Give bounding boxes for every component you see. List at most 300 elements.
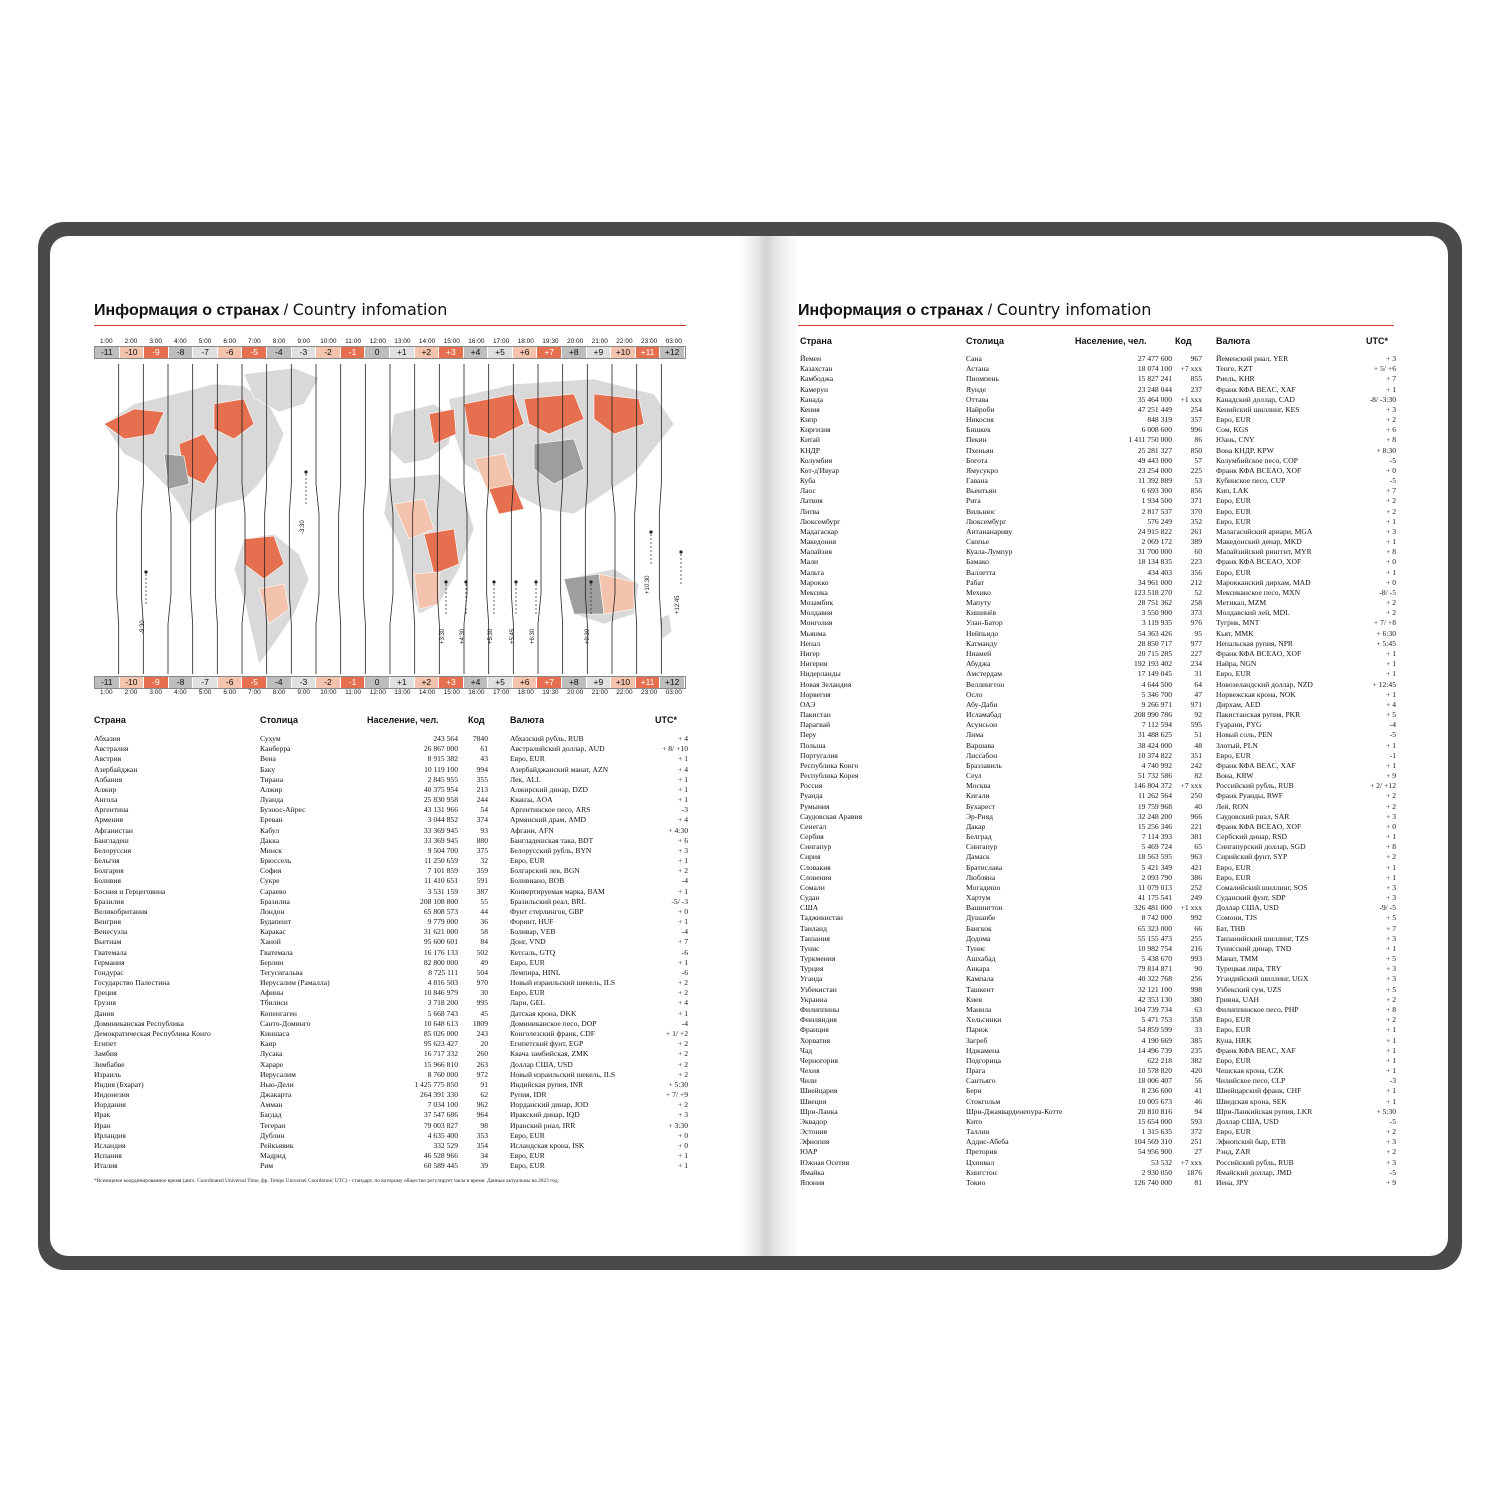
country-cell: Франция	[800, 1025, 829, 1035]
currency-cell: Евро, EUR	[1216, 1015, 1251, 1025]
country-cell: Демократическая Республика Конго	[94, 1028, 211, 1038]
capital-cell: Найроби	[966, 404, 995, 414]
currency-cell: Франк КФА BEAC, XAF	[1216, 384, 1296, 394]
table-row	[800, 985, 1396, 995]
utc-cell: + 2	[1386, 1015, 1396, 1025]
code-cell: 260	[476, 1049, 488, 1059]
currency-cell: Лек, ALL	[510, 774, 541, 784]
code-cell: 967	[1190, 354, 1202, 363]
population-cell: 208 990 786	[1134, 710, 1172, 720]
population-cell: 8 236 600	[1141, 1086, 1172, 1096]
header-population-right: Население, чел.	[1075, 336, 1147, 346]
utc-cell: + 1	[1386, 689, 1396, 699]
capital-cell: Богота	[966, 455, 988, 465]
tz-offset-cell: +10	[611, 677, 636, 688]
capital-cell: Гватемала	[260, 947, 293, 957]
code-cell: 62	[480, 1090, 488, 1100]
currency-cell: Риель, KHR	[1216, 374, 1255, 384]
country-cell: Нидерланды	[800, 669, 841, 679]
code-cell: 49	[480, 957, 488, 967]
tz-offset-cell: -3	[292, 677, 317, 688]
table-row	[94, 998, 688, 1008]
map-location-dot	[304, 470, 307, 473]
code-cell: 43	[480, 754, 488, 764]
population-cell: 7 114 393	[1141, 832, 1172, 842]
utc-cell: + 1	[1386, 384, 1396, 394]
population-cell: 5 668 743	[427, 1008, 458, 1018]
capital-cell: Мадрид	[260, 1151, 286, 1161]
country-cell: Афганистан	[94, 825, 133, 835]
capital-cell: Манила	[966, 1005, 992, 1014]
capital-cell: Вьентьян	[966, 486, 997, 496]
utc-cell: + 7	[1386, 923, 1396, 933]
utc-cell: + 1	[678, 774, 688, 784]
currency-cell: Тунисский динар, TND	[1216, 943, 1292, 953]
population-cell: 79 003 827	[423, 1120, 458, 1130]
code-cell: 33	[1194, 1025, 1202, 1035]
table-row	[94, 988, 688, 998]
population-cell: 25 830 958	[423, 795, 458, 805]
capital-cell: Никосия	[966, 415, 994, 425]
code-cell: 213	[476, 784, 488, 794]
utc-cell: + 6	[678, 835, 688, 845]
table-row	[800, 791, 1396, 801]
country-cell: Австралия	[94, 744, 129, 754]
table-row	[800, 954, 1396, 964]
table-row	[800, 1076, 1396, 1086]
population-cell: 7 112 594	[1141, 720, 1172, 730]
code-cell: 51	[1194, 730, 1202, 740]
code-cell: 66	[1194, 923, 1202, 933]
capital-cell: Кампала	[966, 974, 994, 984]
currency-cell: Лари, GEL	[510, 998, 545, 1008]
tz-offset-cell: -7	[193, 347, 218, 358]
code-cell: 45	[480, 1008, 488, 1018]
country-cell: Португалия	[800, 750, 838, 760]
currency-cell: Иорданский динар, JOD	[510, 1100, 589, 1110]
country-cell: Украина	[800, 994, 828, 1004]
table-row	[800, 700, 1396, 710]
population-cell: 10 005 673	[1137, 1096, 1172, 1106]
header-currency-left: Валюта	[510, 715, 545, 725]
currency-cell: Фунт стерлингов, GBP	[510, 906, 584, 916]
capital-cell: Цхинвал	[966, 1157, 995, 1167]
utc-cell: + 4	[678, 764, 688, 774]
code-cell: 251	[1190, 1137, 1202, 1147]
country-cell: Аргентина	[94, 805, 129, 815]
utc-cell: + 5	[1386, 710, 1396, 720]
currency-cell: Турецкая лира, TRY	[1216, 964, 1282, 974]
population-cell: 24 915 822	[1137, 526, 1172, 536]
utc-cell: + 1	[678, 957, 688, 967]
currency-cell: Евро, EUR	[510, 1151, 545, 1161]
capital-cell: Дублин	[260, 1130, 285, 1140]
table-row	[800, 761, 1396, 771]
population-cell: 3 531 159	[427, 886, 458, 896]
code-cell: 971	[1190, 699, 1202, 709]
country-cell: Саудовская Аравия	[800, 811, 863, 821]
table-row	[800, 1168, 1396, 1178]
tz-hour-label: 1:00	[100, 689, 113, 696]
utc-cell: + 8	[1386, 435, 1396, 445]
code-cell: 249	[1190, 893, 1202, 903]
currency-cell: Евро, EUR	[1216, 567, 1251, 577]
table-row	[800, 720, 1396, 730]
tz-hour-label: 14:00	[418, 689, 436, 696]
tz-hour-label: 15:00	[443, 689, 460, 696]
utc-cell: -4	[681, 927, 688, 937]
country-cell: Новая Зеландия	[800, 679, 852, 689]
currency-cell: Молдавский лей, MDL	[1216, 608, 1290, 618]
header-code-left: Код	[468, 715, 485, 725]
tz-hour-label: 20:00	[566, 338, 584, 345]
population-cell: 9 266 971	[1141, 699, 1172, 709]
table-row	[800, 547, 1396, 557]
population-cell: 9 504 700	[427, 845, 458, 855]
capital-cell: Катманду	[966, 638, 998, 648]
utc-cell: + 1	[1386, 659, 1396, 669]
population-cell: 42 353 130	[1137, 994, 1172, 1004]
capital-cell: Копенгаген	[260, 1008, 297, 1018]
population-cell: 4 190 669	[1141, 1035, 1172, 1045]
capital-cell: Бразилиа	[260, 896, 290, 906]
country-cell: Мали	[800, 557, 819, 567]
capital-cell: Бишкек	[966, 425, 991, 435]
capital-cell: Сеул	[966, 771, 982, 781]
country-cell: Казахстан	[800, 364, 833, 374]
table-row	[800, 1025, 1396, 1035]
currency-cell: Евро, EUR	[1216, 1025, 1251, 1035]
utc-cell: -3	[1389, 1076, 1396, 1086]
utc-cell: + 8	[1386, 842, 1396, 852]
currency-cell: Евро, EUR	[1216, 872, 1251, 882]
tz-hour-label: 21:00	[591, 338, 608, 345]
currency-cell: Юань, CNY	[1216, 435, 1255, 445]
tz-offset-cell: -5	[242, 347, 267, 358]
country-cell: Норвегия	[800, 689, 831, 699]
tz-hour-label: 8:00	[272, 338, 286, 345]
country-cell: Италия	[94, 1161, 118, 1171]
table-row	[800, 659, 1396, 669]
capital-cell: Мехико	[966, 587, 991, 597]
tz-offset-cell: -8	[169, 347, 194, 358]
currency-cell: Кьят, MMK	[1216, 628, 1254, 638]
utc-cell: -6	[681, 967, 688, 977]
currency-cell: Вона, KRW	[1216, 771, 1254, 781]
country-cell: Словения	[800, 872, 832, 882]
utc-cell: + 3	[1386, 964, 1396, 974]
country-cell: Исландия	[94, 1140, 126, 1150]
utc-cell: + 1	[678, 917, 688, 927]
capital-cell: Киев	[966, 994, 983, 1004]
country-cell: Кот-д'Ивуар	[800, 465, 840, 475]
capital-cell: Тегеран	[260, 1120, 286, 1130]
table-row	[800, 944, 1396, 954]
utc-cell: -4	[681, 876, 688, 886]
code-cell: 256	[1190, 974, 1202, 984]
country-cell: ОАЭ	[800, 699, 816, 709]
code-cell: 381	[1190, 832, 1202, 842]
country-cell: Сербия	[800, 832, 824, 842]
tz-offset-cell: -4	[267, 677, 292, 688]
code-cell: 34	[480, 1151, 488, 1161]
population-cell: 434 403	[1147, 567, 1172, 577]
tz-hour-label: 03:00	[665, 689, 682, 696]
currency-cell: Форинт, HUF	[510, 917, 554, 927]
table-row	[800, 486, 1396, 496]
table-row	[800, 527, 1396, 537]
country-cell: Греция	[94, 988, 117, 998]
table-row	[94, 775, 688, 785]
code-cell: 992	[1190, 913, 1202, 923]
currency-cell: Чилийское песо, CLP	[1216, 1076, 1286, 1086]
population-cell: 14 496 739	[1137, 1045, 1172, 1055]
code-cell: +7 xxx	[1180, 364, 1202, 374]
tz-offset-cell: 0	[365, 677, 390, 688]
currency-cell: Колумбийское песо, COP	[1216, 455, 1298, 465]
code-cell: 244	[476, 795, 488, 805]
utc-cell: + 2/ +12	[1370, 781, 1396, 791]
utc-cell: + 2	[678, 1039, 688, 1049]
capital-cell: Токио	[966, 1177, 986, 1187]
currency-cell: Йеменский риал, YER	[1216, 354, 1289, 363]
utc-cell: + 1	[1386, 1086, 1396, 1096]
header-capital-left: Столица	[260, 715, 298, 725]
country-cell: Македония	[800, 537, 837, 547]
tz-offset-cell: -10	[120, 677, 145, 688]
currency-cell: Абхазский рубль, RUB	[510, 734, 584, 743]
currency-cell: Тугрик, MNT	[1216, 618, 1260, 628]
utc-cell: + 4	[1386, 699, 1396, 709]
code-cell: 250	[1190, 791, 1202, 801]
capital-cell: Братислава	[966, 862, 1003, 872]
utc-cell: + 3	[1386, 354, 1396, 363]
tz-offset-cell: +10	[611, 347, 636, 358]
tz-hour-label: 8:00	[272, 689, 286, 696]
utc-cell: -5	[1389, 476, 1396, 486]
code-cell: 41	[1194, 1086, 1202, 1096]
utc-cell: + 2	[678, 1059, 688, 1069]
currency-cell: Евро, EUR	[510, 988, 545, 998]
currency-cell: Сербский динар, RSD	[1216, 832, 1288, 842]
tz-hour-label: 12:00	[369, 689, 386, 696]
utc-cell: + 1	[1386, 1066, 1396, 1076]
country-cell: Индия (Бхарат)	[94, 1079, 144, 1089]
currency-cell: Тенге, KZT	[1216, 364, 1253, 374]
tz-offset-cell: -6	[218, 677, 243, 688]
utc-cell: + 2	[1386, 1127, 1396, 1137]
code-cell: 86	[1194, 435, 1202, 445]
population-cell: 9 779 000	[427, 917, 458, 927]
capital-cell: Сухум	[260, 734, 281, 743]
capital-cell: Лусака	[260, 1049, 283, 1059]
code-cell: 1809	[472, 1018, 488, 1028]
population-cell: 1 315 635	[1141, 1127, 1172, 1137]
currency-cell: Евро, EUR	[1216, 1127, 1251, 1137]
currency-cell: Суданский фунт, SDP	[1216, 893, 1286, 903]
code-cell: 93	[480, 825, 488, 835]
utc-cell: + 8	[1386, 1005, 1396, 1014]
utc-cell: + 9	[1386, 1177, 1396, 1187]
utc-cell: + 1	[1386, 1035, 1396, 1045]
map-location-dot	[589, 580, 592, 583]
code-cell: 993	[1190, 954, 1202, 964]
capital-cell: Скопье	[966, 537, 990, 547]
utc-cell: + 3	[678, 845, 688, 855]
population-cell: 31 621 000	[423, 927, 458, 937]
map-location-dot	[444, 580, 447, 583]
utc-cell: -5	[1389, 730, 1396, 740]
table-row	[94, 1039, 688, 1049]
utc-cell: + 1	[678, 886, 688, 896]
capital-cell: София	[260, 866, 282, 876]
utc-cell: -3	[681, 805, 688, 815]
country-cell: Лаос	[800, 486, 816, 496]
population-cell: 10 374 822	[1137, 750, 1172, 760]
utc-cell: + 2	[678, 1069, 688, 1079]
table-row	[94, 856, 688, 866]
currency-cell: Танзанийский шиллинг, TZS	[1216, 933, 1309, 943]
currency-cell: Евро, EUR	[1216, 669, 1251, 679]
capital-cell: Белград	[966, 832, 992, 842]
code-cell: 56	[1194, 1076, 1202, 1086]
table-row	[800, 649, 1396, 659]
table-row	[94, 805, 688, 815]
utc-cell: + 5	[1386, 984, 1396, 994]
table-row	[800, 588, 1396, 598]
code-cell: 855	[1190, 374, 1202, 384]
currency-cell: Непальская рупия, NPR	[1216, 638, 1293, 648]
table-row	[94, 958, 688, 968]
currency-cell: Евро, EUR	[1216, 506, 1251, 516]
utc-cell: + 3	[678, 1110, 688, 1120]
currency-cell: Новый израильский шекель, ILS	[510, 1069, 616, 1079]
capital-cell: Бамако	[966, 557, 989, 567]
population-cell: 95 600 601	[423, 937, 458, 947]
utc-cell: + 5	[1386, 913, 1396, 923]
tz-offset-cell: +2	[415, 677, 440, 688]
currency-cell: Новый израильский шекель, ILS	[510, 978, 616, 988]
capital-cell: Ханой	[260, 937, 281, 947]
country-cell: Мадагаскар	[800, 526, 838, 536]
tz-offset-cell: -3	[292, 347, 317, 358]
code-cell: +1 xxx	[1180, 903, 1202, 913]
code-cell: 223	[1190, 557, 1202, 567]
code-cell: 1876	[1186, 1167, 1202, 1177]
utc-cell: + 0	[1386, 557, 1396, 567]
code-cell: 91	[480, 1079, 488, 1089]
currency-cell: Кип, LAK	[1216, 486, 1249, 496]
tz-hour-label: 1:00	[100, 338, 113, 345]
tz-offset-cell: -9	[144, 347, 169, 358]
capital-cell: Улан-Батор	[966, 618, 1003, 628]
capital-cell: Буэнос-Айрес	[260, 805, 306, 815]
capital-cell: Валлетта	[966, 567, 996, 577]
capital-cell: Алжир	[260, 784, 283, 794]
country-cell: Республика Конго	[800, 760, 859, 770]
code-cell: 593	[1190, 1116, 1202, 1126]
code-cell: 421	[1190, 862, 1202, 872]
utc-cell: + 3	[1386, 974, 1396, 984]
currency-cell: Доллар США, USD	[510, 1059, 573, 1069]
capital-cell: Оттава	[966, 394, 989, 404]
table-row	[800, 1086, 1396, 1096]
utc-cell: + 3	[1386, 1157, 1396, 1167]
utc-cell: + 2	[1386, 852, 1396, 862]
capital-cell: Иерусалим (Рамалла)	[260, 978, 330, 988]
code-cell: 856	[1190, 486, 1202, 496]
table-row	[94, 1121, 688, 1131]
capital-cell: Лима	[966, 730, 984, 740]
table-row	[94, 1049, 688, 1059]
tz-offset-cell: -10	[120, 347, 145, 358]
code-cell: 371	[1190, 496, 1202, 506]
table-row	[800, 1127, 1396, 1137]
country-cell: Россия	[800, 781, 823, 791]
country-cell: Филиппины	[800, 1005, 840, 1014]
country-cell: Люксембург	[800, 516, 841, 526]
table-row	[94, 826, 688, 836]
utc-cell: + 2	[678, 866, 688, 876]
population-cell: 82 800 000	[423, 957, 458, 967]
tz-offset-cell: +5	[488, 677, 513, 688]
currency-cell: Евро, EUR	[1216, 1055, 1251, 1065]
table-row	[800, 741, 1396, 751]
population-cell: 47 251 449	[1137, 404, 1172, 414]
capital-cell: Осло	[966, 689, 983, 699]
utc-cell: + 2	[678, 1100, 688, 1110]
capital-cell: Москва	[966, 781, 991, 791]
tz-offset-cell: +1	[390, 347, 415, 358]
capital-cell: Хартум	[966, 893, 991, 903]
table-row	[94, 978, 688, 988]
capital-cell: Варшава	[966, 740, 995, 750]
country-cell: Узбекистан	[800, 984, 837, 994]
tz-offset-cell: +9	[587, 347, 612, 358]
table-row	[800, 690, 1396, 700]
capital-cell: Брюссель	[260, 856, 292, 866]
code-cell: 44	[480, 906, 488, 916]
currency-cell: Афгани, AFN	[510, 825, 554, 835]
capital-cell: Рим	[260, 1161, 274, 1171]
population-cell: 192 193 402	[1134, 659, 1172, 669]
code-cell: 970	[476, 978, 488, 988]
table-row	[800, 1036, 1396, 1046]
tz-offset-cell: -6	[218, 347, 243, 358]
table-row	[800, 405, 1396, 415]
code-cell: 234	[1190, 659, 1202, 669]
header-utc-left: UTC*	[655, 715, 677, 725]
utc-cell: -8/ -3:30	[1369, 394, 1396, 404]
capital-cell: Подгорица	[966, 1055, 1001, 1065]
country-cell: Йемен	[800, 354, 822, 363]
tz-offset-cell: -11	[95, 347, 120, 358]
country-cell: Камбоджа	[800, 374, 834, 384]
code-cell: 355	[476, 774, 488, 784]
table-row	[94, 968, 688, 978]
code-cell: 46	[1194, 1096, 1202, 1106]
country-cell: США	[800, 903, 819, 913]
code-cell: 61	[480, 744, 488, 754]
code-cell: 82	[1194, 771, 1202, 781]
table-row	[800, 354, 1396, 364]
table-row	[94, 897, 688, 907]
country-cell: Нигер	[800, 648, 820, 658]
code-cell: 850	[1190, 445, 1202, 455]
population-cell: 23 254 000	[1137, 465, 1172, 475]
code-cell: 242	[1190, 760, 1202, 770]
tz-offset-cell: 0	[365, 347, 390, 358]
